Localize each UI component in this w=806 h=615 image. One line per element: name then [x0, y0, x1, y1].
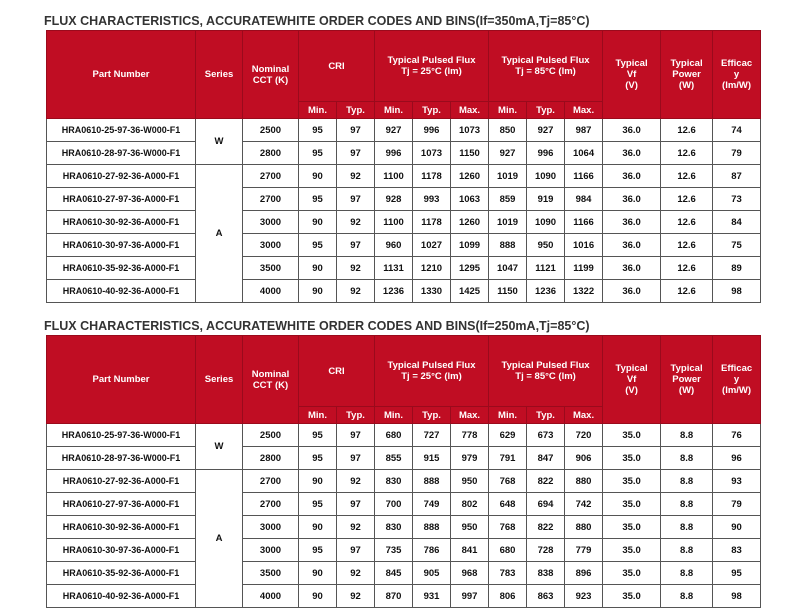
cri-typ-cell: 97: [337, 493, 375, 516]
flux25-max-cell: 1150: [451, 142, 489, 165]
flux25-max-cell: 1260: [451, 211, 489, 234]
flux85-typ-cell: 1090: [527, 165, 565, 188]
flux25-max-cell: 950: [451, 470, 489, 493]
flux85-max-cell: 1064: [565, 142, 603, 165]
header-flux85-min: Min.: [489, 102, 527, 119]
flux85-typ-cell: 822: [527, 516, 565, 539]
cri-min-cell: 95: [299, 539, 337, 562]
vf-cell: 36.0: [603, 165, 661, 188]
flux85-max-cell: 880: [565, 516, 603, 539]
flux85-min-cell: 806: [489, 585, 527, 608]
table-row: [47, 257, 761, 280]
cri-min-cell: 95: [299, 447, 337, 470]
flux85-max-cell: 880: [565, 470, 603, 493]
flux25-typ-cell: 931: [413, 585, 451, 608]
efficacy-cell: 98: [713, 280, 761, 303]
flux25-max-cell: 1260: [451, 165, 489, 188]
cri-min-cell: 90: [299, 585, 337, 608]
vf-cell: 35.0: [603, 470, 661, 493]
header-part-number: Part Number: [47, 336, 196, 424]
power-cell: 8.8: [661, 516, 713, 539]
table-row: [47, 447, 761, 470]
flux25-max-cell: 1099: [451, 234, 489, 257]
cri-min-cell: 95: [299, 424, 337, 447]
table-row: [47, 119, 761, 142]
efficacy-cell: 87: [713, 165, 761, 188]
flux85-typ-cell: 673: [527, 424, 565, 447]
header-flux85-min: Min.: [489, 407, 527, 424]
power-cell: 8.8: [661, 539, 713, 562]
flux85-min-cell: 1019: [489, 165, 527, 188]
cri-min-cell: 95: [299, 188, 337, 211]
flux25-min-cell: 735: [375, 539, 413, 562]
cri-min-cell: 90: [299, 562, 337, 585]
cri-typ-cell: 92: [337, 280, 375, 303]
flux25-min-cell: 830: [375, 470, 413, 493]
cct-cell: 3000: [243, 516, 299, 539]
power-cell: 8.8: [661, 585, 713, 608]
flux85-min-cell: 1047: [489, 257, 527, 280]
header-efficacy: Efficac y (lm/W): [713, 31, 761, 119]
cct-cell: 2700: [243, 188, 299, 211]
header-flux85-max: Max.: [565, 102, 603, 119]
power-cell: 8.8: [661, 493, 713, 516]
flux25-min-cell: 830: [375, 516, 413, 539]
table-row: [47, 234, 761, 257]
efficacy-cell: 95: [713, 562, 761, 585]
cri-min-cell: 90: [299, 257, 337, 280]
cct-cell: 2700: [243, 493, 299, 516]
flux25-typ-cell: 1178: [413, 165, 451, 188]
flux85-typ-cell: 919: [527, 188, 565, 211]
cri-typ-cell: 97: [337, 424, 375, 447]
flux25-min-cell: 1100: [375, 211, 413, 234]
header-flux-85c: Typical Pulsed Flux Tj = 85°C (lm): [489, 336, 603, 407]
header-part-number: Part Number: [47, 31, 196, 119]
cct-cell: 2700: [243, 165, 299, 188]
cri-min-cell: 95: [299, 234, 337, 257]
part-number-cell: HRA0610-40-92-36-A000-F1: [47, 585, 196, 608]
flux25-min-cell: 1100: [375, 165, 413, 188]
vf-cell: 36.0: [603, 142, 661, 165]
part-number-cell: HRA0610-30-92-36-A000-F1: [47, 516, 196, 539]
flux25-typ-cell: 1330: [413, 280, 451, 303]
cct-cell: 2700: [243, 470, 299, 493]
efficacy-cell: 89: [713, 257, 761, 280]
flux25-min-cell: 855: [375, 447, 413, 470]
cri-min-cell: 90: [299, 516, 337, 539]
header-flux85-max: Max.: [565, 407, 603, 424]
part-number-cell: HRA0610-28-97-36-W000-F1: [47, 142, 196, 165]
header-flux25-max: Max.: [451, 407, 489, 424]
flux25-typ-cell: 915: [413, 447, 451, 470]
header-flux85-typ: Typ.: [527, 407, 565, 424]
table-row: [47, 539, 761, 562]
flux85-max-cell: 779: [565, 539, 603, 562]
header-cri-typ: Typ.: [337, 102, 375, 119]
cri-typ-cell: 97: [337, 539, 375, 562]
vf-cell: 36.0: [603, 257, 661, 280]
efficacy-cell: 74: [713, 119, 761, 142]
vf-cell: 35.0: [603, 447, 661, 470]
cri-typ-cell: 92: [337, 585, 375, 608]
part-number-cell: HRA0610-27-97-36-A000-F1: [47, 493, 196, 516]
flux25-typ-cell: 996: [413, 119, 451, 142]
power-cell: 8.8: [661, 424, 713, 447]
cri-min-cell: 90: [299, 211, 337, 234]
cri-min-cell: 95: [299, 142, 337, 165]
header-cri-min: Min.: [299, 102, 337, 119]
cct-cell: 3500: [243, 562, 299, 585]
flux85-max-cell: 1199: [565, 257, 603, 280]
cct-cell: 4000: [243, 280, 299, 303]
flux85-typ-cell: 694: [527, 493, 565, 516]
flux85-min-cell: 629: [489, 424, 527, 447]
vf-cell: 36.0: [603, 211, 661, 234]
flux85-max-cell: 1016: [565, 234, 603, 257]
flux85-min-cell: 791: [489, 447, 527, 470]
part-number-cell: HRA0610-27-92-36-A000-F1: [47, 165, 196, 188]
efficacy-cell: 96: [713, 447, 761, 470]
table-row: [47, 562, 761, 585]
cct-cell: 3000: [243, 539, 299, 562]
power-cell: 12.6: [661, 188, 713, 211]
flux85-typ-cell: 927: [527, 119, 565, 142]
flux25-max-cell: 802: [451, 493, 489, 516]
part-number-cell: HRA0610-30-97-36-A000-F1: [47, 234, 196, 257]
flux25-min-cell: 927: [375, 119, 413, 142]
flux85-max-cell: 1322: [565, 280, 603, 303]
cri-typ-cell: 97: [337, 142, 375, 165]
header-flux-85c: Typical Pulsed Flux Tj = 85°C (lm): [489, 31, 603, 102]
cct-cell: 2800: [243, 447, 299, 470]
flux25-typ-cell: 727: [413, 424, 451, 447]
flux25-typ-cell: 905: [413, 562, 451, 585]
flux-table-350ma-section: [46, 12, 759, 303]
series-cell: A: [196, 470, 243, 608]
vf-cell: 36.0: [603, 280, 661, 303]
flux85-min-cell: 1019: [489, 211, 527, 234]
power-cell: 8.8: [661, 562, 713, 585]
flux85-typ-cell: 728: [527, 539, 565, 562]
flux85-typ-cell: 996: [527, 142, 565, 165]
cri-min-cell: 90: [299, 165, 337, 188]
table-row: [47, 493, 761, 516]
flux25-max-cell: 968: [451, 562, 489, 585]
part-number-cell: HRA0610-27-97-36-A000-F1: [47, 188, 196, 211]
power-cell: 12.6: [661, 280, 713, 303]
header-efficacy: Efficac y (lm/W): [713, 336, 761, 424]
header-flux25-min: Min.: [375, 102, 413, 119]
table-row: [47, 280, 761, 303]
flux25-min-cell: 1131: [375, 257, 413, 280]
cct-cell: 2500: [243, 424, 299, 447]
efficacy-cell: 90: [713, 516, 761, 539]
header-typical-power: Typical Power (W): [661, 336, 713, 424]
flux25-min-cell: 928: [375, 188, 413, 211]
cct-cell: 3000: [243, 211, 299, 234]
flux25-typ-cell: 1210: [413, 257, 451, 280]
flux25-min-cell: 996: [375, 142, 413, 165]
flux25-max-cell: 1425: [451, 280, 489, 303]
flux25-max-cell: 950: [451, 516, 489, 539]
flux85-typ-cell: 838: [527, 562, 565, 585]
flux85-min-cell: 888: [489, 234, 527, 257]
flux85-max-cell: 987: [565, 119, 603, 142]
part-number-cell: HRA0610-30-97-36-A000-F1: [47, 539, 196, 562]
vf-cell: 35.0: [603, 562, 661, 585]
vf-cell: 35.0: [603, 493, 661, 516]
table-row: [47, 516, 761, 539]
series-cell: W: [196, 424, 243, 470]
cct-cell: 2800: [243, 142, 299, 165]
cct-cell: 4000: [243, 585, 299, 608]
header-cri-typ: Typ.: [337, 407, 375, 424]
table-title: FLUX CHARACTERISTICS, ACCURATEWHITE ORDER CODES AND BINS(If=350mA,Tj=85°C): [44, 14, 590, 28]
flux85-typ-cell: 847: [527, 447, 565, 470]
flux25-typ-cell: 888: [413, 516, 451, 539]
part-number-cell: HRA0610-27-92-36-A000-F1: [47, 470, 196, 493]
header-series: Series: [196, 336, 243, 424]
flux85-typ-cell: 1121: [527, 257, 565, 280]
cri-min-cell: 95: [299, 493, 337, 516]
vf-cell: 35.0: [603, 516, 661, 539]
cri-typ-cell: 92: [337, 562, 375, 585]
cri-min-cell: 90: [299, 280, 337, 303]
flux25-typ-cell: 1178: [413, 211, 451, 234]
efficacy-cell: 83: [713, 539, 761, 562]
part-number-cell: HRA0610-25-97-36-W000-F1: [47, 424, 196, 447]
flux25-typ-cell: 993: [413, 188, 451, 211]
efficacy-cell: 93: [713, 470, 761, 493]
cri-min-cell: 95: [299, 119, 337, 142]
flux85-typ-cell: 950: [527, 234, 565, 257]
efficacy-cell: 84: [713, 211, 761, 234]
header-cri: CRI: [299, 31, 375, 102]
header-flux25-min: Min.: [375, 407, 413, 424]
power-cell: 12.6: [661, 211, 713, 234]
efficacy-cell: 79: [713, 493, 761, 516]
flux-table-250ma: [46, 335, 761, 608]
flux25-typ-cell: 749: [413, 493, 451, 516]
efficacy-cell: 79: [713, 142, 761, 165]
table-title: FLUX CHARACTERISTICS, ACCURATEWHITE ORDER CODES AND BINS(If=250mA,Tj=85°C): [44, 319, 590, 333]
cct-cell: 3500: [243, 257, 299, 280]
cri-min-cell: 90: [299, 470, 337, 493]
series-cell: A: [196, 165, 243, 303]
flux25-min-cell: 680: [375, 424, 413, 447]
part-number-cell: HRA0610-25-97-36-W000-F1: [47, 119, 196, 142]
power-cell: 12.6: [661, 142, 713, 165]
flux85-min-cell: 768: [489, 516, 527, 539]
header-flux25-max: Max.: [451, 102, 489, 119]
header-flux-25c: Typical Pulsed Flux Tj = 25°C (lm): [375, 31, 489, 102]
cri-typ-cell: 92: [337, 470, 375, 493]
flux25-min-cell: 845: [375, 562, 413, 585]
table-row: [47, 585, 761, 608]
header-typical-power: Typical Power (W): [661, 31, 713, 119]
flux-table-250ma-section: [46, 317, 759, 608]
table-row: [47, 188, 761, 211]
cri-typ-cell: 92: [337, 257, 375, 280]
part-number-cell: HRA0610-30-92-36-A000-F1: [47, 211, 196, 234]
table-row: [47, 470, 761, 493]
power-cell: 12.6: [661, 119, 713, 142]
flux85-max-cell: 923: [565, 585, 603, 608]
flux25-typ-cell: 1073: [413, 142, 451, 165]
part-number-cell: HRA0610-35-92-36-A000-F1: [47, 562, 196, 585]
table-row: [47, 424, 761, 447]
cct-cell: 3000: [243, 234, 299, 257]
flux25-typ-cell: 786: [413, 539, 451, 562]
header-nominal-cct: Nominal CCT (K): [243, 31, 299, 119]
vf-cell: 35.0: [603, 539, 661, 562]
header-nominal-cct: Nominal CCT (K): [243, 336, 299, 424]
efficacy-cell: 98: [713, 585, 761, 608]
flux85-min-cell: 859: [489, 188, 527, 211]
flux85-max-cell: 742: [565, 493, 603, 516]
flux25-min-cell: 870: [375, 585, 413, 608]
flux85-max-cell: 1166: [565, 211, 603, 234]
header-flux85-typ: Typ.: [527, 102, 565, 119]
part-number-cell: HRA0610-40-92-36-A000-F1: [47, 280, 196, 303]
efficacy-cell: 73: [713, 188, 761, 211]
power-cell: 12.6: [661, 234, 713, 257]
efficacy-cell: 76: [713, 424, 761, 447]
header-typical-vf: Typical Vf (V): [603, 336, 661, 424]
cri-typ-cell: 92: [337, 516, 375, 539]
efficacy-cell: 75: [713, 234, 761, 257]
cri-typ-cell: 92: [337, 165, 375, 188]
flux85-max-cell: 984: [565, 188, 603, 211]
table-row: [47, 211, 761, 234]
flux85-typ-cell: 822: [527, 470, 565, 493]
power-cell: 8.8: [661, 470, 713, 493]
table-row: [47, 165, 761, 188]
flux25-max-cell: 841: [451, 539, 489, 562]
power-cell: 8.8: [661, 447, 713, 470]
header-flux25-typ: Typ.: [413, 407, 451, 424]
vf-cell: 35.0: [603, 424, 661, 447]
header-cri: CRI: [299, 336, 375, 407]
flux85-max-cell: 720: [565, 424, 603, 447]
flux25-max-cell: 979: [451, 447, 489, 470]
flux85-typ-cell: 863: [527, 585, 565, 608]
table-row: [47, 142, 761, 165]
flux85-typ-cell: 1236: [527, 280, 565, 303]
flux85-min-cell: 927: [489, 142, 527, 165]
cri-typ-cell: 92: [337, 211, 375, 234]
flux25-min-cell: 960: [375, 234, 413, 257]
cri-typ-cell: 97: [337, 119, 375, 142]
header-typical-vf: Typical Vf (V): [603, 31, 661, 119]
flux25-typ-cell: 888: [413, 470, 451, 493]
power-cell: 12.6: [661, 257, 713, 280]
flux25-max-cell: 1295: [451, 257, 489, 280]
flux25-max-cell: 997: [451, 585, 489, 608]
flux85-max-cell: 1166: [565, 165, 603, 188]
header-flux25-typ: Typ.: [413, 102, 451, 119]
vf-cell: 36.0: [603, 234, 661, 257]
header-series: Series: [196, 31, 243, 119]
flux85-max-cell: 906: [565, 447, 603, 470]
vf-cell: 36.0: [603, 188, 661, 211]
cri-typ-cell: 97: [337, 234, 375, 257]
part-number-cell: HRA0610-28-97-36-W000-F1: [47, 447, 196, 470]
header-cri-min: Min.: [299, 407, 337, 424]
flux85-min-cell: 768: [489, 470, 527, 493]
part-number-cell: HRA0610-35-92-36-A000-F1: [47, 257, 196, 280]
flux85-min-cell: 783: [489, 562, 527, 585]
cct-cell: 2500: [243, 119, 299, 142]
flux25-typ-cell: 1027: [413, 234, 451, 257]
flux85-min-cell: 680: [489, 539, 527, 562]
flux85-min-cell: 850: [489, 119, 527, 142]
vf-cell: 36.0: [603, 119, 661, 142]
cri-typ-cell: 97: [337, 447, 375, 470]
flux-table-350ma: [46, 30, 761, 303]
flux25-max-cell: 1073: [451, 119, 489, 142]
series-cell: W: [196, 119, 243, 165]
vf-cell: 35.0: [603, 585, 661, 608]
cri-typ-cell: 97: [337, 188, 375, 211]
power-cell: 12.6: [661, 165, 713, 188]
flux85-min-cell: 1150: [489, 280, 527, 303]
flux85-min-cell: 648: [489, 493, 527, 516]
flux25-max-cell: 778: [451, 424, 489, 447]
flux85-typ-cell: 1090: [527, 211, 565, 234]
flux85-max-cell: 896: [565, 562, 603, 585]
flux25-min-cell: 1236: [375, 280, 413, 303]
flux25-min-cell: 700: [375, 493, 413, 516]
flux25-max-cell: 1063: [451, 188, 489, 211]
header-flux-25c: Typical Pulsed Flux Tj = 25°C (lm): [375, 336, 489, 407]
